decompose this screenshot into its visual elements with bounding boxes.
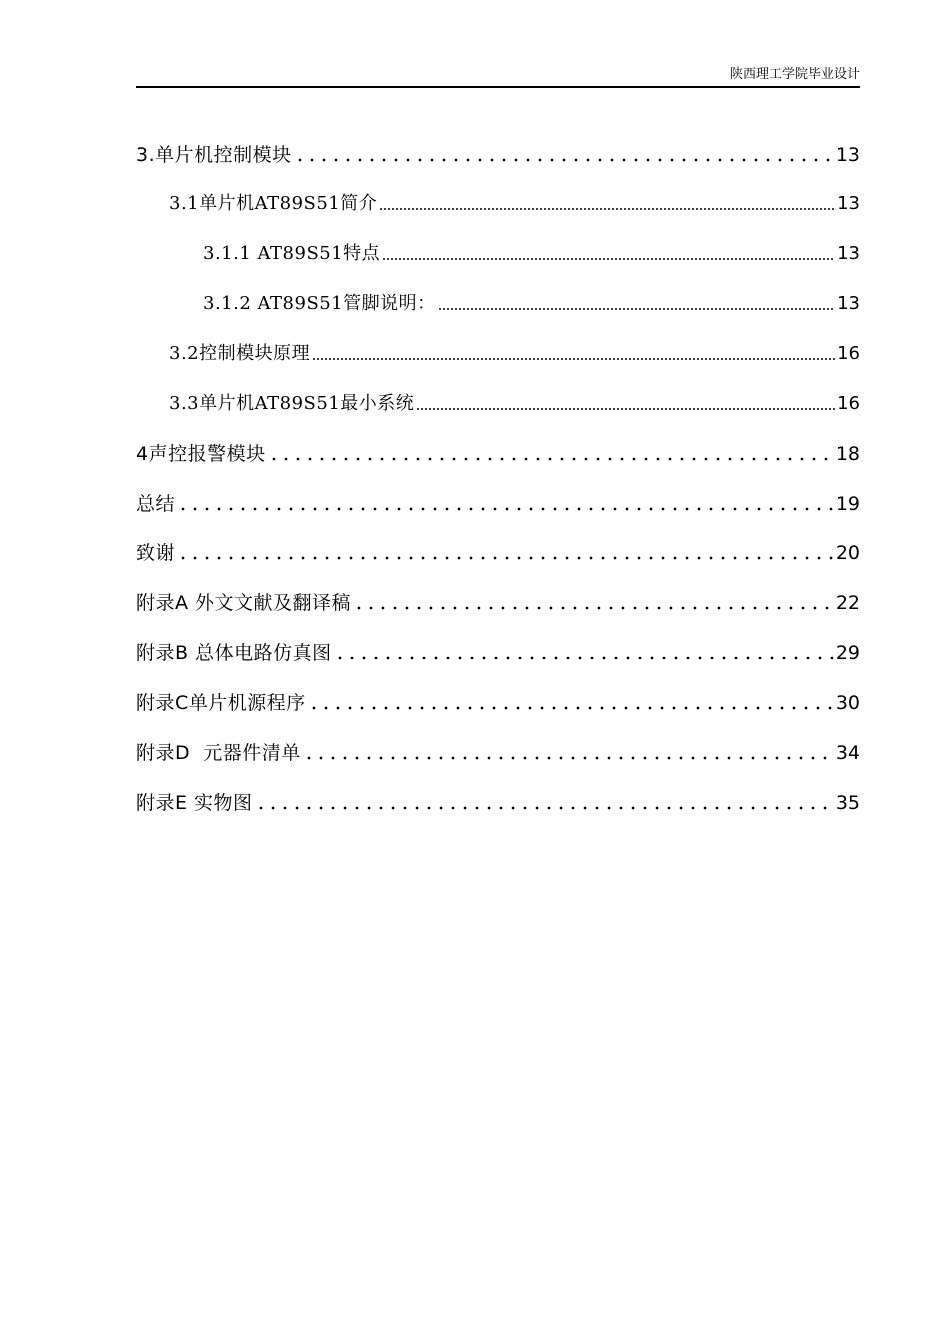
toc-entry-title: 附录B 总体电路仿真图 bbox=[136, 642, 332, 664]
page-header bbox=[136, 60, 860, 88]
toc-entry[interactable] bbox=[169, 386, 860, 416]
toc-entry-page: 16 bbox=[837, 343, 860, 364]
toc-entry[interactable] bbox=[136, 735, 860, 765]
toc-entry-title: 3.1单片机AT89S51简介 bbox=[169, 193, 378, 214]
toc-entry[interactable] bbox=[136, 436, 860, 466]
toc-entry-page: 20 bbox=[835, 542, 860, 564]
toc-entry[interactable] bbox=[136, 137, 860, 167]
toc-entry-page: 30 bbox=[835, 692, 860, 714]
toc-dot-leader bbox=[379, 207, 835, 211]
toc-entry[interactable] bbox=[169, 336, 860, 366]
toc-entry[interactable] bbox=[136, 785, 860, 815]
toc-entry-page: 13 bbox=[835, 144, 860, 166]
toc-entry-title: 3.单片机控制模块 bbox=[136, 144, 292, 166]
toc-entry-title: 4声控报警模块 bbox=[136, 443, 266, 465]
toc-entry-title: 附录A 外文文献及翻译稿 bbox=[136, 592, 352, 614]
toc-dot-leader bbox=[177, 507, 834, 511]
toc-dot-leader bbox=[177, 556, 834, 560]
toc-entry[interactable] bbox=[136, 486, 860, 516]
toc-entry[interactable] bbox=[203, 286, 860, 316]
toc-dot-leader bbox=[416, 407, 835, 411]
toc-entry-title: 3.3单片机AT89S51最小系统 bbox=[169, 393, 415, 414]
toc-entry[interactable] bbox=[136, 685, 860, 715]
toc-entry-page: 13 bbox=[837, 193, 860, 214]
toc-entry-page: 16 bbox=[837, 393, 860, 414]
toc-entry-page: 13 bbox=[837, 243, 860, 264]
toc-entry-title: 3.2控制模块原理 bbox=[169, 343, 311, 364]
toc-dot-leader bbox=[312, 357, 835, 361]
toc-entry[interactable] bbox=[136, 635, 860, 665]
toc-entry-page: 29 bbox=[835, 642, 860, 664]
toc-entry[interactable] bbox=[169, 186, 860, 216]
toc-dot-leader bbox=[334, 656, 834, 660]
toc-dot-leader bbox=[268, 457, 834, 461]
toc-dot-leader bbox=[308, 706, 834, 710]
toc-dot-leader bbox=[255, 806, 834, 810]
toc-dot-leader bbox=[438, 307, 835, 311]
toc-entry-title: 总结 bbox=[136, 493, 176, 515]
toc-entry-page: 34 bbox=[835, 742, 860, 764]
toc-entry-page: 18 bbox=[835, 443, 860, 465]
toc-entry-page: 19 bbox=[835, 493, 860, 515]
toc-entry-page: 13 bbox=[837, 293, 860, 314]
toc-entry[interactable] bbox=[136, 585, 860, 615]
toc-entry-title: 附录E 实物图 bbox=[136, 792, 253, 814]
toc-entry-title: 附录D 元器件清单 bbox=[136, 742, 301, 764]
toc-entry-page: 22 bbox=[835, 592, 860, 614]
toc-entry-title: 3.1.1 AT89S51特点 bbox=[203, 243, 381, 264]
toc-dot-leader bbox=[382, 257, 835, 261]
toc-dot-leader bbox=[303, 756, 834, 760]
toc-entry[interactable] bbox=[203, 236, 860, 266]
toc-dot-leader bbox=[294, 158, 834, 162]
toc-entry-title: 3.1.2 AT89S51管脚说明： bbox=[203, 293, 436, 314]
toc-entry-title: 附录C单片机源程序 bbox=[136, 692, 306, 714]
toc-entry-title: 致谢 bbox=[136, 542, 176, 564]
toc-dot-leader bbox=[353, 606, 834, 610]
header-title: 陕西理工学院毕业设计 bbox=[729, 67, 860, 82]
toc-entry-page: 35 bbox=[835, 792, 860, 814]
toc-entry[interactable] bbox=[136, 535, 860, 565]
